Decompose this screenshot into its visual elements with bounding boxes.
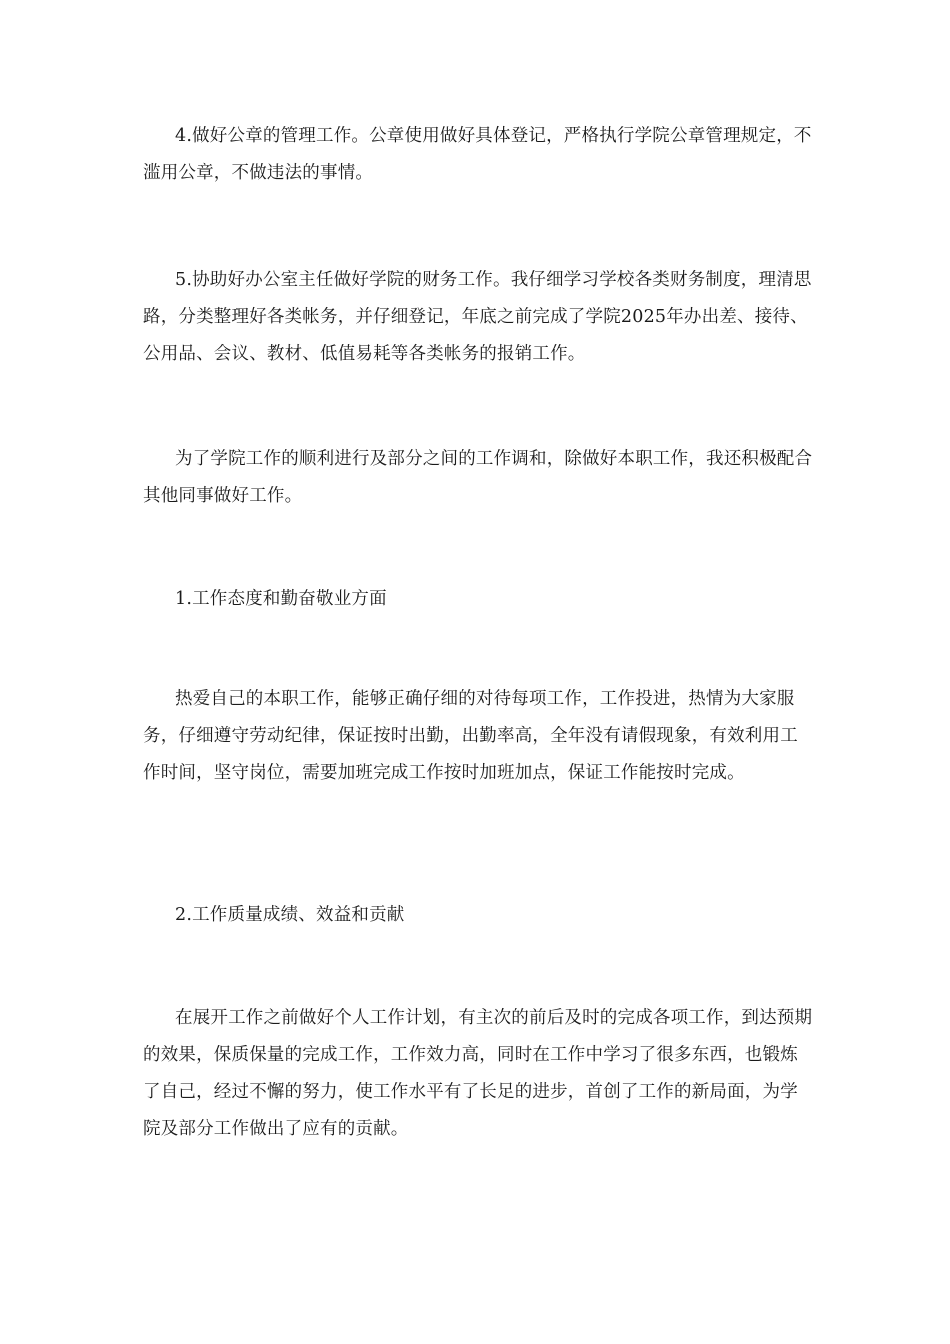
paragraph-work-quality: 在展开工作之前做好个人工作计划，有主次的前后及时的完成各项工作，到达预期的效果，保质保量的完成工作，工作效力高，同时在工作中学习了很多东西，也锻炼了自己，经过不懈的努力，使工作水平有了长足的进步，首创了工作的新局面，为学院及部分工作做出了应有的贡献。	[143, 1008, 813, 1139]
paragraph-finance-work: 5.协助好办公室主任做好学院的财务工作。我仔细学习学校各类财务制度，理清思路，分类整理好各类帐务，并仔细登记，年底之前完成了学院2025年办出差、接待、公用品、会议、教材、低值易耗等各类帐务的报销工作。	[143, 270, 812, 364]
section-heading-work-quality: 2.工作质量成绩、效益和贡献	[175, 905, 405, 925]
paragraph-cooperation: 为了学院工作的顺利进行及部分之间的工作调和，除做好本职工作，我还积极配合其他同事做好工作。	[143, 449, 813, 506]
paragraph-seal-management: 4.做好公章的管理工作。公章使用做好具体登记，严格执行学院公章管理规定，不滥用公章，不做违法的事情。	[143, 126, 812, 183]
paragraph-work-attitude: 热爱自己的本职工作，能够正确仔细的对待每项工作，工作投进，热情为大家服务，仔细遵守劳动纪律，保证按时出勤，出勤率高，全年没有请假现象，有效利用工作时间，坚守岗位，需要加班完成工作按时加班加点，保证工作能按时完成。	[143, 689, 798, 783]
section-heading-work-attitude: 1.工作态度和勤奋敬业方面	[175, 589, 387, 609]
